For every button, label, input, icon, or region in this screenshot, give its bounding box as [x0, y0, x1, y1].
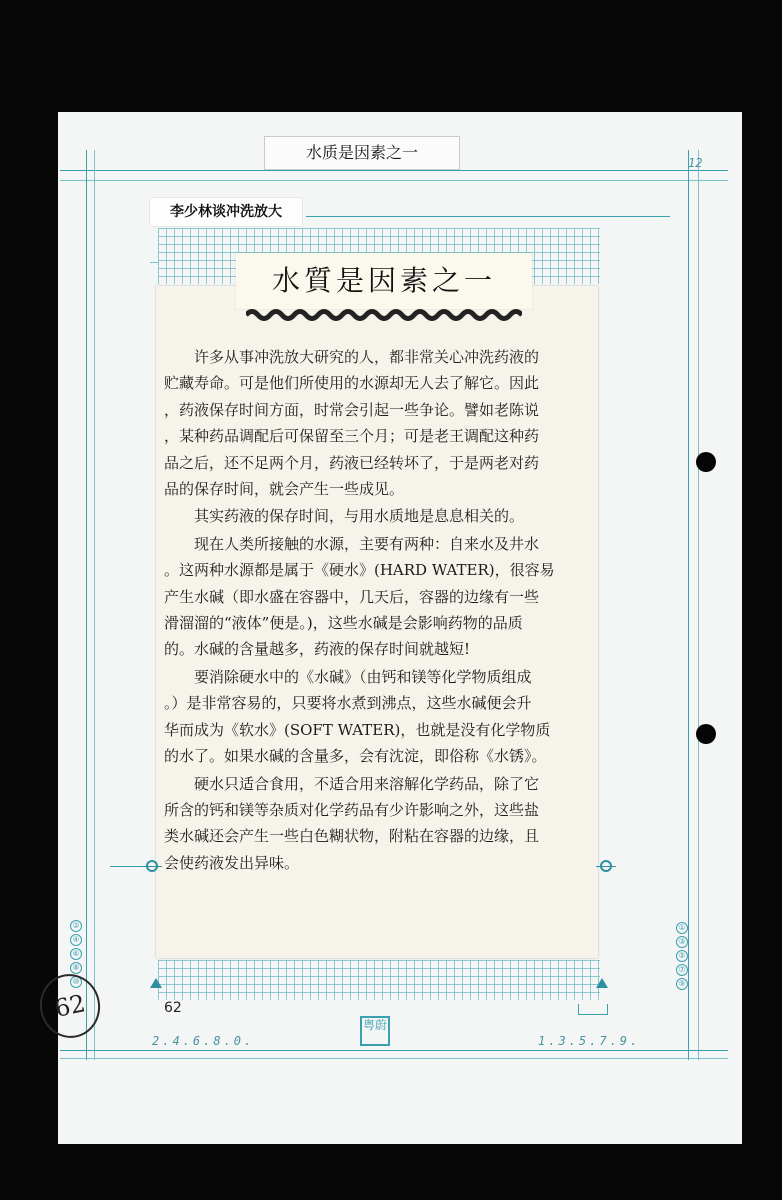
line: 所含的钙和镁等杂质对化学药品有少许影响之外，这些盐 — [164, 800, 540, 819]
frame-line-top — [60, 170, 728, 171]
frame-line-top-2 — [60, 180, 728, 181]
article-body — [164, 344, 604, 877]
line: 现在人类所接触的水源，主要有两种：自来水及井水 — [194, 534, 540, 553]
wave-divider — [246, 308, 522, 322]
line: 会使药液发出异味。 — [164, 853, 300, 872]
paragraph-2 — [164, 503, 604, 529]
line: 华而成为《软水》(SOFT WATER)，也就是没有化学物质 — [164, 720, 551, 739]
top-right-mark: 12 — [688, 156, 703, 170]
paragraph-3 — [164, 531, 604, 663]
registration-mark-right-icon — [600, 860, 612, 872]
frame-line-bottom — [60, 1050, 728, 1051]
circled-number: ⑧ — [70, 962, 82, 974]
article-title: 水質是因素之一 — [236, 253, 532, 309]
line: 品的保存时间，就会产生一些成见。 — [164, 480, 405, 499]
line: 要消除硬水中的《水碱》（由钙和镁等化学物质组成 — [194, 667, 532, 686]
line: 硬水只适合食用，不适合用来溶解化学药品，除了它 — [194, 774, 540, 793]
circled-number: ⑩ — [70, 976, 82, 988]
line: 。这两种水源都是属于《硬水》(HARD WATER)，很容易 — [164, 561, 555, 580]
paragraph-5 — [164, 771, 604, 877]
line: 。）是非常容易的，只要将水煮到沸点，这些水碱便会升 — [164, 694, 532, 713]
frame-line-right-2 — [698, 150, 699, 1060]
seal-stamp: 粤蔚 — [360, 1016, 390, 1046]
right-circled-numbers — [676, 922, 688, 992]
circled-number: ⑨ — [676, 978, 688, 990]
line: 其实药液的保存时间，与用水质地是息息相关的。 — [194, 507, 525, 526]
series-label: 李少林谈冲洗放大 — [150, 198, 302, 226]
circled-number: ① — [676, 922, 688, 934]
line: 贮藏寿命。可是他们所使用的水源却无人去了解它。因此 — [164, 374, 540, 393]
triangle-mark-left-icon — [150, 978, 162, 988]
frame-line-left — [86, 150, 87, 1060]
line: 滑溜溜的“液体”便是。)，这些水碱是会影响药物的品质 — [164, 614, 523, 633]
registration-mark-left-icon — [146, 860, 158, 872]
circled-number: ② — [70, 920, 82, 932]
circled-number: ⑥ — [70, 948, 82, 960]
circled-number: ⑦ — [676, 964, 688, 976]
paragraph-4 — [164, 664, 604, 770]
handwritten-odd-digits: 1.3.5.7.9. — [538, 1034, 641, 1048]
circled-number: ④ — [70, 934, 82, 946]
binder-hole-top — [696, 452, 716, 472]
handwritten-page-number: 62 — [34, 968, 106, 1043]
triangle-mark-right-icon — [596, 978, 608, 988]
line: 品之后，还不足两个月，药液已经转坏了，于是两老对药 — [164, 453, 540, 472]
frame-line-bottom-2 — [60, 1058, 728, 1059]
line: 类水碱还会产生一些白色糊状物，附粘在容器的边缘，且 — [164, 827, 540, 846]
header-rule — [306, 216, 670, 217]
binder-hole-bottom — [696, 724, 716, 744]
circled-number: ③ — [676, 936, 688, 948]
handwritten-even-digits: 2.4.6.8.0. — [152, 1034, 255, 1048]
line: ，药液保存时间方面，时常会引起一些争论。譬如老陈说 — [164, 400, 540, 419]
line: 许多从事冲洗放大研究的人，都非常关心冲洗药液的 — [194, 348, 540, 366]
line: 产生水碱（即水盛在容器中，几天后，容器的边缘有一些 — [164, 587, 540, 606]
circled-number: ⑤ — [676, 950, 688, 962]
grid-bottom — [158, 960, 600, 1000]
line: 的水了。如果水碱的含量多，会有沈淀，即俗称《水锈》。 — [164, 747, 547, 766]
frame-line-left-2 — [94, 150, 95, 1060]
bottom-right-box-icon — [578, 1004, 608, 1015]
frame-line-right — [688, 150, 689, 1060]
line: 的。水碱的含量越多，药液的保存时间就越短! — [164, 640, 471, 659]
page-number: 62 — [164, 1000, 182, 1016]
line: ，某种药品调配后可保留至三个月；可是老王调配这种药 — [164, 427, 540, 446]
paragraph-1 — [164, 344, 604, 502]
page-title-label: 水质是因素之一 — [264, 136, 460, 170]
